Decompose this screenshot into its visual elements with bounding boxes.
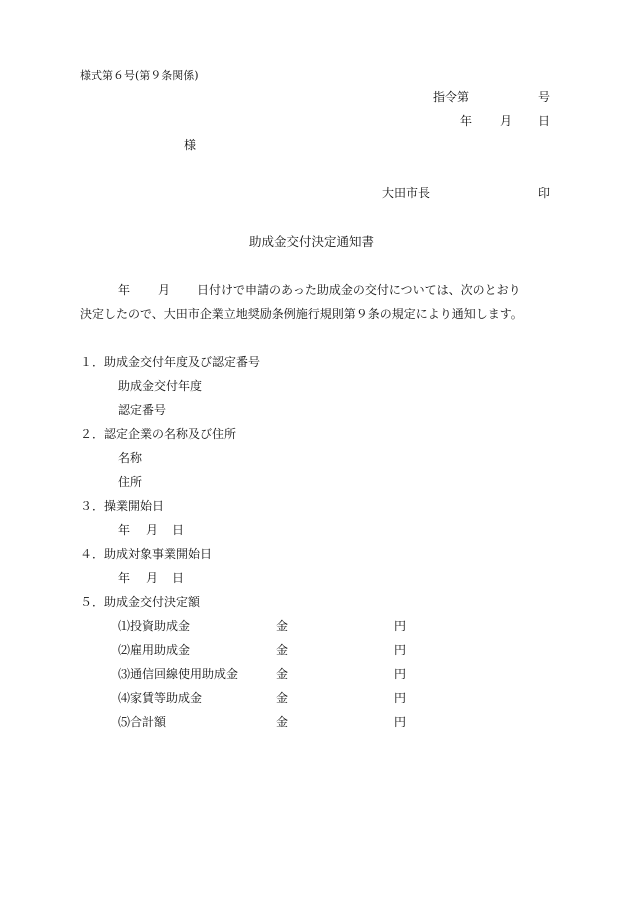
addressee-suffix: 様 <box>184 138 197 152</box>
seal-mark: 印 <box>538 186 551 200</box>
amount-row-label: ⑶通信回線使用助成金 <box>118 667 239 681</box>
header-date-month: 月 <box>500 114 513 128</box>
amount-row-label: ⑸合計額 <box>118 715 167 729</box>
header-date-day: 日 <box>538 114 551 128</box>
section-3-heading: ３．操業開始日 <box>80 499 165 513</box>
amount-row-label: ⑴投資助成金 <box>118 619 191 633</box>
amount-row-yen: 円 <box>394 715 407 729</box>
body-month: 月 <box>158 283 171 297</box>
issuer-name: 大田市長 <box>382 186 431 200</box>
amount-row-yen: 円 <box>394 619 407 633</box>
document-title: 助成金交付決定通知書 <box>249 234 375 249</box>
directive-suffix: 号 <box>538 90 551 104</box>
form-number: 様式第６号(第９条関係) <box>80 69 199 82</box>
amount-row-label: ⑵雇用助成金 <box>118 643 191 657</box>
section-3-date-day: 日 <box>172 523 185 537</box>
header-date-year: 年 <box>460 114 473 128</box>
section-4-date-day: 日 <box>172 571 185 585</box>
section-1-item: 認定番号 <box>118 403 167 417</box>
section-1-heading: １．助成金交付年度及び認定番号 <box>80 355 261 369</box>
amount-row-kin: 金 <box>276 667 289 681</box>
section-4-date-month: 月 <box>146 571 159 585</box>
section-5-heading: ５．助成金交付決定額 <box>80 595 201 609</box>
amount-row-kin: 金 <box>276 691 289 705</box>
section-4-heading: ４．助成対象事業開始日 <box>80 547 213 561</box>
amount-row-yen: 円 <box>394 643 407 657</box>
amount-row-kin: 金 <box>276 643 289 657</box>
amount-row-kin: 金 <box>276 619 289 633</box>
amount-row-kin: 金 <box>276 715 289 729</box>
directive-label: 指令第 <box>433 90 470 104</box>
body-line2-text: 決定したので、大田市企業立地奨励条例施行規則第９条の規定により通知します。 <box>80 307 523 321</box>
amount-row-label: ⑷家賃等助成金 <box>118 691 203 705</box>
section-3-date-month: 月 <box>146 523 159 537</box>
section-3-date-year: 年 <box>118 523 131 537</box>
amount-row-yen: 円 <box>394 667 407 681</box>
section-4-date-year: 年 <box>118 571 131 585</box>
amount-row-yen: 円 <box>394 691 407 705</box>
section-2-heading: ２．認定企業の名称及び住所 <box>80 427 237 441</box>
section-2-item: 住所 <box>118 475 143 489</box>
body-year: 年 <box>118 283 131 297</box>
section-1-item: 助成金交付年度 <box>118 379 203 393</box>
body-line1-text: 日付けで申請のあった助成金の交付については、次のとおり <box>197 283 521 297</box>
section-2-item: 名称 <box>118 451 143 465</box>
